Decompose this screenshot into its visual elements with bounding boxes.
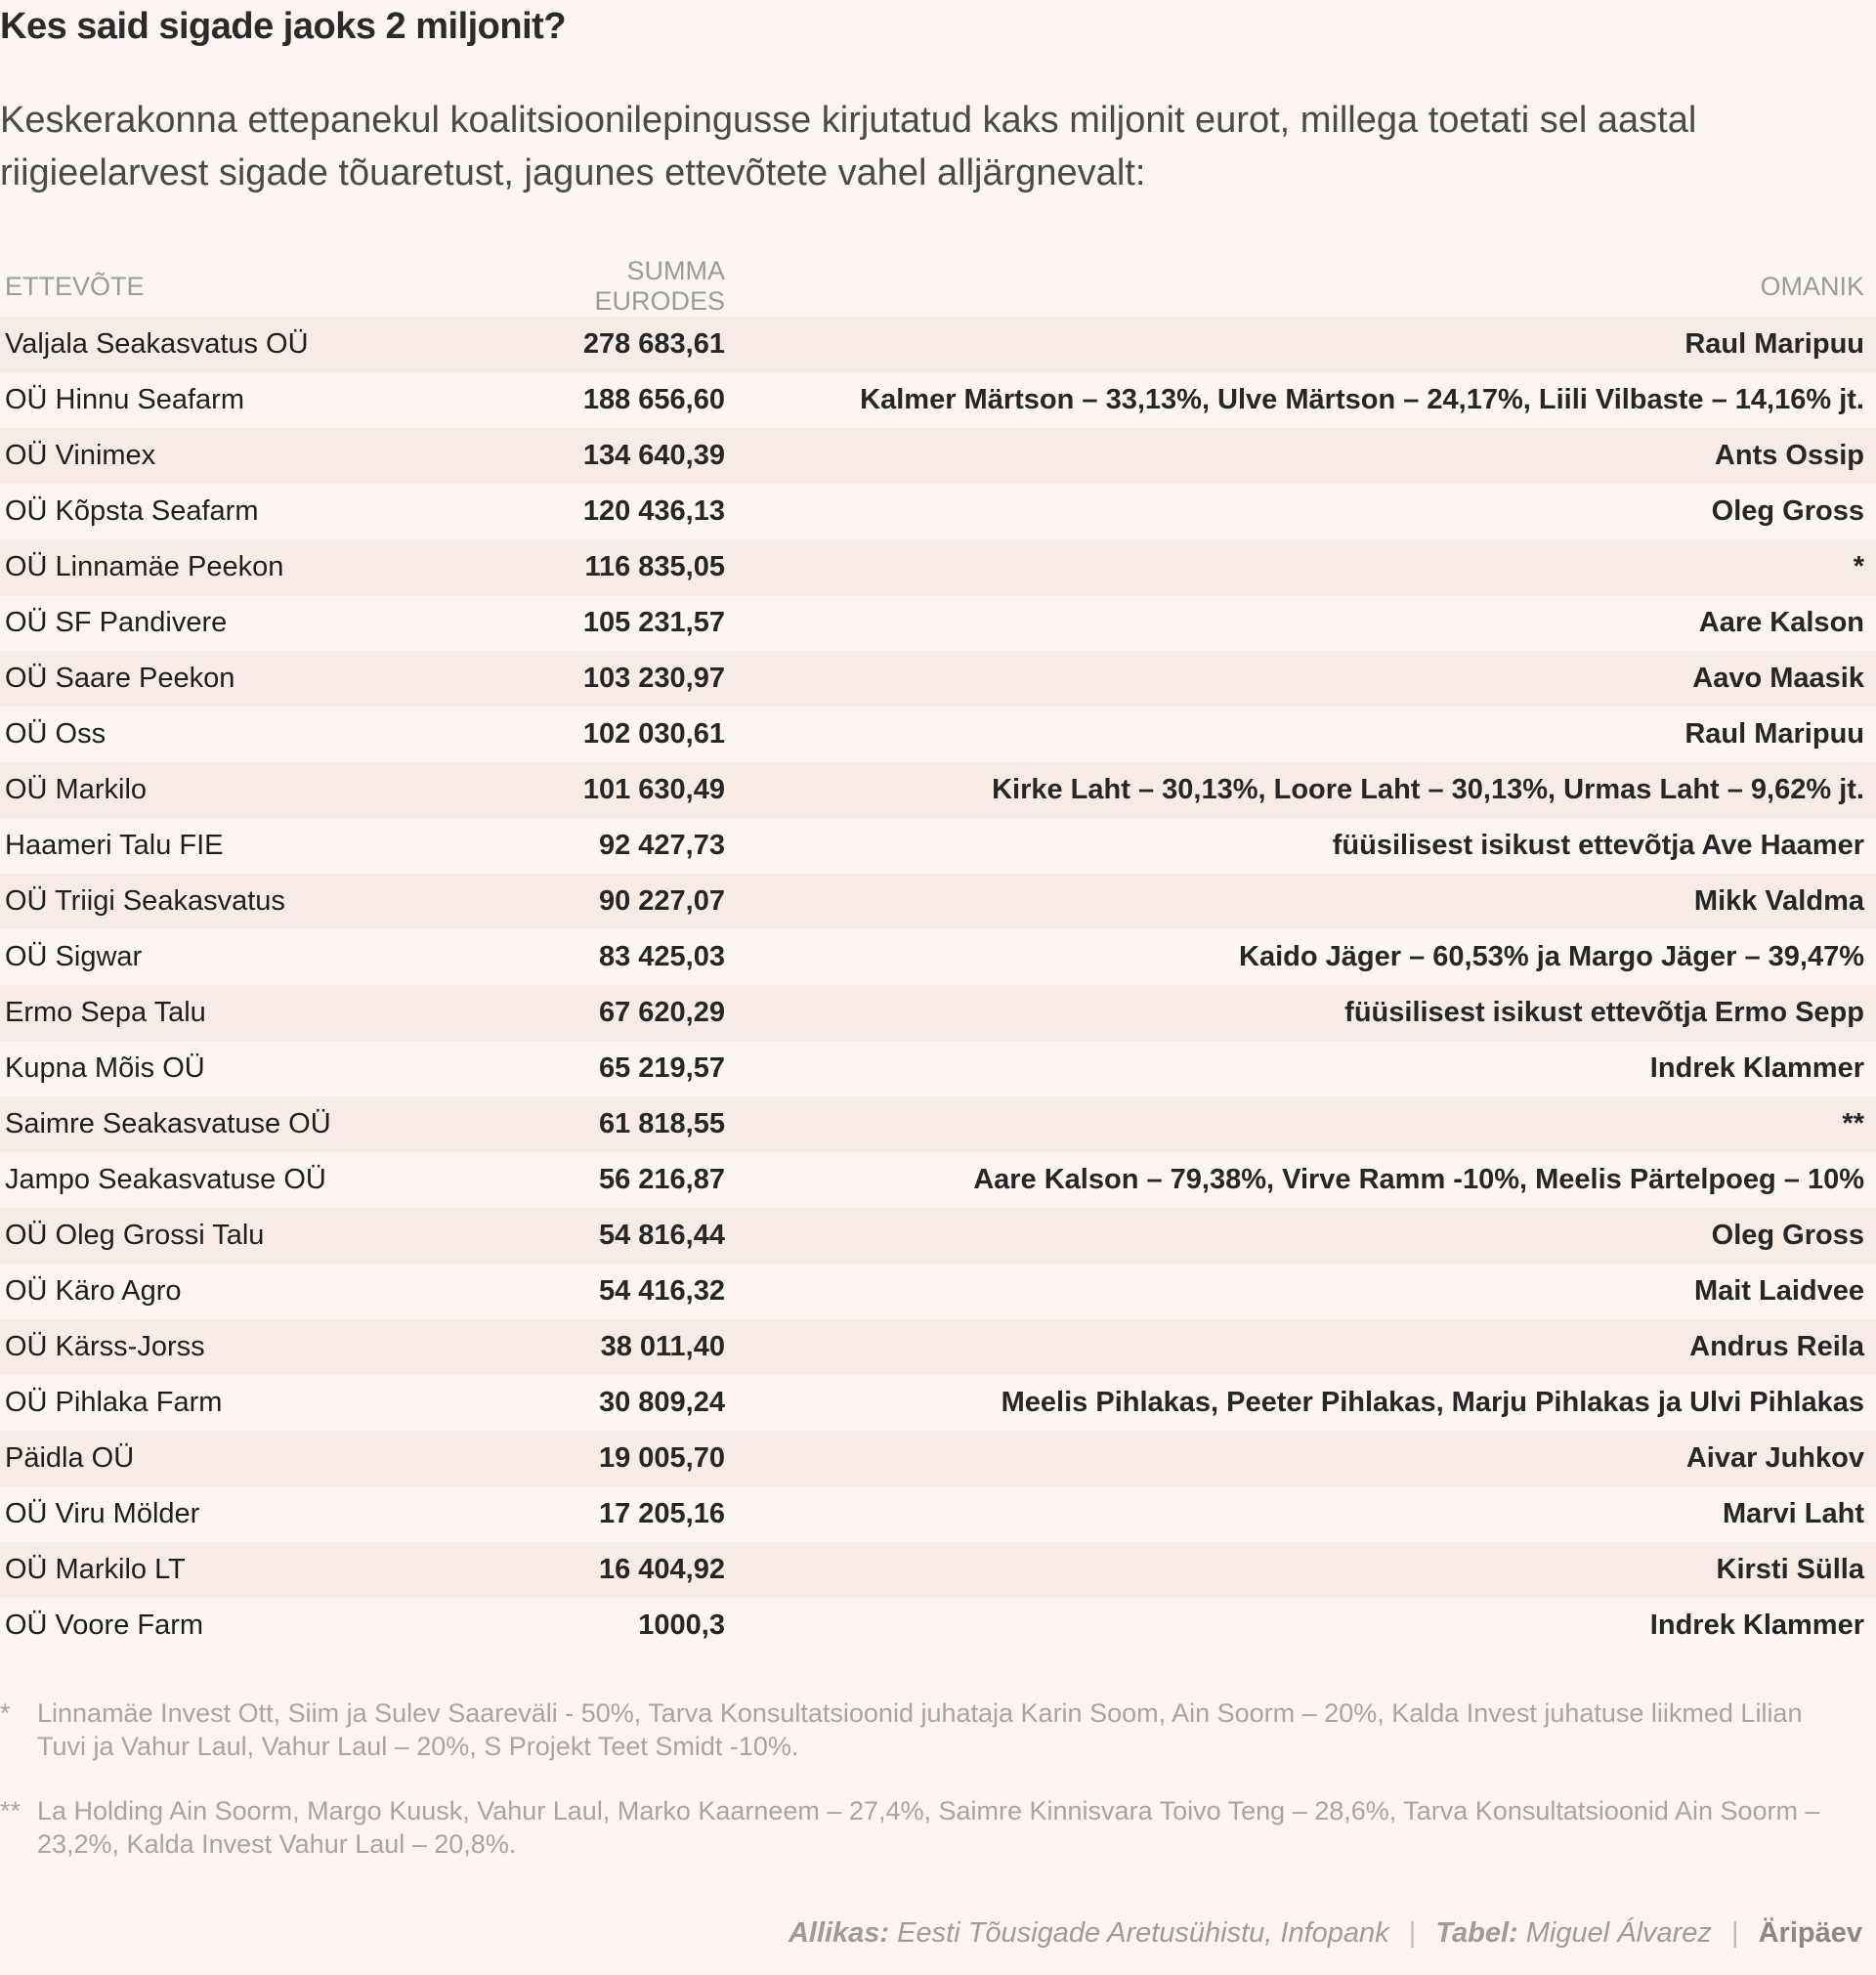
- table-row: [0, 1431, 1876, 1486]
- footnote-text: Linnamäe Invest Ott, Siim ja Sulev Saareväli - 50%, Tarva Konsultatsioonid juhataja Karin Soom, Ain Soorm – 20%, Kalda Invest juhatuse liikmed Lilian Tuvi ja Vahur Laul, Vahur Laul – 20%, S Projekt Teet Smidt -10%.: [37, 1698, 1803, 1761]
- owner-cell: **: [728, 1096, 1876, 1152]
- footnote-mark: **: [0, 1796, 21, 1825]
- table-row: [0, 1375, 1876, 1431]
- grants-table: [0, 256, 1876, 1653]
- owner-cell: Kirsti Sülla: [728, 1542, 1876, 1598]
- amount-cell: 54 816,44: [508, 1208, 728, 1264]
- table-row: [0, 985, 1876, 1041]
- owner-cell: Kirke Laht – 30,13%, Loore Laht – 30,13%, Urmas Laht – 9,62% jt.: [728, 762, 1876, 818]
- page-subtitle: Keskerakonna ettepanekul koalitsioonilepingusse kirjutatud kaks miljonit eurot, millega toetati sel aastal riigieelarvest sigade tõuaretust, jagunes ettevõtete vahel alljärgnevalt:: [0, 100, 1697, 193]
- owner-cell: Aare Kalson – 79,38%, Virve Ramm -10%, Meelis Pärtelpoeg – 10%: [973, 1164, 1864, 1195]
- table-label: Tabel:: [1435, 1917, 1518, 1949]
- amount-cell: 120 436,13: [582, 495, 725, 527]
- table-row: [0, 428, 1876, 484]
- table-row: [0, 1598, 1876, 1653]
- company-cell: OÜ Markilo: [0, 762, 508, 818]
- table-row: [0, 317, 1876, 372]
- table-row: [0, 874, 1876, 929]
- footnote-2: [0, 1794, 1856, 1861]
- amount-cell: 54 416,32: [598, 1275, 725, 1307]
- amount-cell: 90 227,07: [508, 874, 728, 929]
- company-cell: OÜ Käro Agro: [5, 1275, 182, 1307]
- table-row: [0, 1041, 1876, 1096]
- company-cell: Kupna Mõis OÜ: [5, 1052, 205, 1084]
- amount-cell: 16 404,92: [508, 1542, 728, 1598]
- footnote-1: [0, 1696, 1856, 1763]
- owner-cell: Raul Maripuu: [728, 317, 1876, 372]
- owner-cell: Kalmer Märtson – 33,13%, Ulve Märtson – 24,17%, Liili Vilbaste – 14,16% jt.: [860, 384, 1864, 415]
- owner-cell: Aare Kalson: [1698, 607, 1864, 638]
- amount-cell: 101 630,49: [508, 762, 728, 818]
- table-row: [0, 762, 1876, 818]
- company-cell: Ermo Sepa Talu: [0, 985, 508, 1041]
- company-cell: Saimre Seakasvatuse OÜ: [0, 1096, 508, 1152]
- header-owner: OMANIK: [1760, 271, 1864, 301]
- credits-line: [789, 1917, 1862, 1950]
- amount-cell: 19 005,70: [508, 1431, 728, 1486]
- owner-cell: Mikk Valdma: [728, 874, 1876, 929]
- company-cell: OÜ Kõpsta Seafarm: [5, 495, 259, 527]
- amount-cell: 83 425,03: [598, 941, 725, 972]
- amount-cell: 56 216,87: [598, 1164, 725, 1195]
- table-row: [0, 372, 1876, 428]
- owner-cell: Ants Ossip: [728, 428, 1876, 484]
- company-cell: Valjala Seakasvatus OÜ: [0, 317, 508, 372]
- brand-logo: Äripäev: [1758, 1917, 1862, 1949]
- amount-cell: 17 205,16: [598, 1498, 725, 1529]
- company-cell: OÜ SF Pandivere: [5, 607, 228, 638]
- owner-cell: Raul Maripuu: [1684, 718, 1864, 750]
- table-row: [0, 1319, 1876, 1375]
- table-row: [0, 1096, 1876, 1152]
- amount-cell: 1000,3: [638, 1610, 725, 1641]
- owner-cell: Meelis Pihlakas, Peeter Pihlakas, Marju Pihlakas ja Ulvi Pihlakas: [1001, 1387, 1864, 1418]
- table-row: [0, 1486, 1876, 1542]
- company-cell: OÜ Vinimex: [0, 428, 508, 484]
- amount-cell: 67 620,29: [508, 985, 728, 1041]
- owner-cell: Kaido Jäger – 60,53% ja Margo Jäger – 39,47%: [1239, 941, 1864, 972]
- amount-cell: 102 030,61: [582, 718, 725, 750]
- owner-cell: Mait Laidvee: [1693, 1275, 1864, 1307]
- credits-separator: |: [1408, 1917, 1417, 1949]
- company-cell: OÜ Sigwar: [5, 941, 143, 972]
- owner-cell: füüsilisest isikust ettevõtja Ermo Sepp: [728, 985, 1876, 1041]
- table-row: [0, 1542, 1876, 1598]
- company-cell: Jampo Seakasvatuse OÜ: [5, 1164, 326, 1195]
- table-row: [0, 929, 1876, 985]
- owner-cell: *: [728, 539, 1876, 595]
- table-row: [0, 707, 1876, 762]
- company-cell: OÜ Kärss-Jorss: [0, 1319, 508, 1375]
- table-row: [0, 1208, 1876, 1264]
- header-company: ETTEVÕTE: [5, 271, 145, 301]
- amount-cell: 92 427,73: [598, 830, 725, 861]
- amount-cell: 103 230,97: [508, 651, 728, 707]
- amount-cell: 61 818,55: [508, 1096, 728, 1152]
- company-cell: OÜ Markilo LT: [0, 1542, 508, 1598]
- company-cell: OÜ Pihlaka Farm: [5, 1387, 223, 1418]
- table-row: [0, 595, 1876, 651]
- table-row: [0, 651, 1876, 707]
- company-cell: Haameri Talu FIE: [5, 830, 224, 861]
- amount-cell: 188 656,60: [582, 384, 725, 415]
- page-title: Kes said sigade jaoks 2 miljonit?: [0, 6, 567, 47]
- amount-cell: 278 683,61: [508, 317, 728, 372]
- owner-cell: Indrek Klammer: [1649, 1610, 1864, 1641]
- credits-separator: |: [1731, 1917, 1739, 1949]
- company-cell: OÜ Oss: [5, 718, 107, 750]
- footnote-text: La Holding Ain Soorm, Margo Kuusk, Vahur Laul, Marko Kaarneem – 27,4%, Saimre Kinnisvara Toivo Teng – 28,6%, Tarva Konsultatsioonid Ain Soorm – 23,2%, Kalda Invest Vahur Laul – 20,8%.: [37, 1796, 1820, 1859]
- source-text: Eesti Tõusigade Aretusühistu, Infopank: [897, 1917, 1389, 1949]
- owner-cell: Andrus Reila: [728, 1319, 1876, 1375]
- amount-cell: 105 231,57: [582, 607, 725, 638]
- company-cell: OÜ Triigi Seakasvatus: [0, 874, 508, 929]
- amount-cell: 38 011,40: [508, 1319, 728, 1375]
- owner-cell: Oleg Gross: [1711, 495, 1864, 527]
- source-label: Allikas:: [788, 1917, 890, 1949]
- company-cell: OÜ Oleg Grossi Talu: [0, 1208, 508, 1264]
- company-cell: OÜ Linnamäe Peekon: [0, 539, 508, 595]
- amount-cell: 116 835,05: [508, 539, 728, 595]
- table-row: [0, 484, 1876, 539]
- header-amount: SUMMA EURODES: [594, 256, 725, 316]
- table-row: [0, 1152, 1876, 1208]
- company-cell: OÜ Saare Peekon: [0, 651, 508, 707]
- table-row: [0, 818, 1876, 874]
- author-text: Miguel Álvarez: [1525, 1917, 1712, 1949]
- amount-cell: 65 219,57: [598, 1052, 725, 1084]
- owner-cell: Oleg Gross: [728, 1208, 1876, 1264]
- amount-cell: 30 809,24: [598, 1387, 725, 1418]
- company-cell: OÜ Hinnu Seafarm: [5, 384, 244, 415]
- footnote-mark: *: [0, 1698, 11, 1728]
- table-row: [0, 1264, 1876, 1319]
- company-cell: Päidla OÜ: [0, 1431, 508, 1486]
- table-header-row: [0, 256, 1876, 317]
- table-row: [0, 539, 1876, 595]
- owner-cell: Indrek Klammer: [1649, 1052, 1864, 1084]
- owner-cell: Aivar Juhkov: [728, 1431, 1876, 1486]
- company-cell: OÜ Voore Farm: [5, 1610, 204, 1641]
- owner-cell: Aavo Maasik: [728, 651, 1876, 707]
- owner-cell: Marvi Laht: [1722, 1498, 1864, 1529]
- owner-cell: füüsilisest isikust ettevõtja Ave Haamer: [1332, 830, 1864, 861]
- company-cell: OÜ Viru Mölder: [5, 1498, 200, 1529]
- amount-cell: 134 640,39: [508, 428, 728, 484]
